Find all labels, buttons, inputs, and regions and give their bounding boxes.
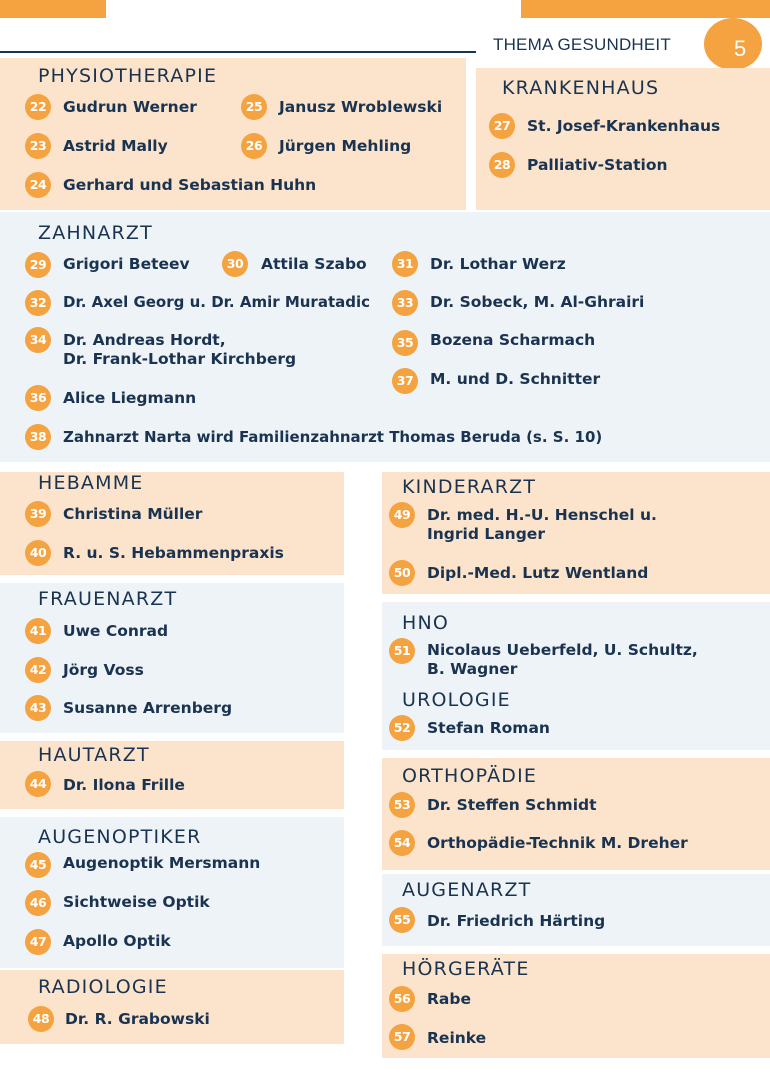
entry-name: Uwe Conrad xyxy=(63,622,169,640)
entry-name: Stefan Roman xyxy=(427,719,550,737)
entry-number: 27 xyxy=(489,113,515,139)
section-heading: AUGENOPTIKER xyxy=(38,826,202,848)
entry-number: 25 xyxy=(241,94,267,120)
entry-name: Dr. Axel Georg u. Dr. Amir Muratadic xyxy=(63,293,371,311)
entry-number: 28 xyxy=(489,152,515,178)
section-krankenhaus xyxy=(476,68,770,210)
entry-name-line2: Ingrid Langer xyxy=(427,525,545,543)
section-heading: KRANKENHAUS xyxy=(502,77,660,99)
section-hebamme xyxy=(0,472,344,575)
entry-number: 24 xyxy=(25,172,51,198)
section-frauenarzt xyxy=(0,583,344,733)
entry-number: 52 xyxy=(389,715,415,741)
section-hno-urologie xyxy=(382,602,770,750)
entry-number: 56 xyxy=(389,986,415,1012)
entry-name: Nicolaus Ueberfeld, U. Schultz, xyxy=(427,641,698,659)
entry-name: Gudrun Werner xyxy=(63,98,197,116)
entry-name-line2: B. Wagner xyxy=(427,660,518,678)
header-rule xyxy=(0,51,476,53)
section-heading: HÖRGERÄTE xyxy=(402,958,530,980)
section-title: THEMA GESUNDHEIT xyxy=(493,35,671,54)
section-heading: ZAHNARZT xyxy=(38,222,153,244)
entry-number: 41 xyxy=(25,618,51,644)
top-left-accent-bar xyxy=(0,0,106,18)
page-number-badge xyxy=(704,18,762,70)
entry-number: 23 xyxy=(25,133,51,159)
entry-number: 38 xyxy=(25,424,51,450)
entry-name: Alice Liegmann xyxy=(63,389,197,407)
entry-number: 30 xyxy=(222,251,248,277)
entry-number: 39 xyxy=(25,501,51,527)
entry-number: 51 xyxy=(389,638,415,664)
section-augenarzt xyxy=(382,874,770,946)
entry-name: Janusz Wroblewski xyxy=(279,98,443,116)
top-right-accent-bar xyxy=(521,0,770,18)
entry-name: Apollo Optik xyxy=(63,932,171,950)
section-augenoptiker xyxy=(0,817,344,968)
entry-number: 37 xyxy=(392,368,418,394)
section-heading: ORTHOPÄDIE xyxy=(402,765,538,787)
entry-number: 40 xyxy=(25,540,51,566)
entry-name: Rabe xyxy=(427,990,472,1008)
entry-name: Bozena Scharmach xyxy=(430,331,596,349)
entry-number: 43 xyxy=(25,695,51,721)
entry-number: 36 xyxy=(25,385,51,411)
page-number: 5 xyxy=(734,36,747,61)
entry-name: Astrid Mally xyxy=(63,137,168,155)
entry-number: 44 xyxy=(25,771,51,797)
entry-number: 34 xyxy=(25,327,51,353)
entry-name: Christina Müller xyxy=(63,505,203,523)
entry-number: 45 xyxy=(25,852,51,878)
section-heading: PHYSIOTHERAPIE xyxy=(38,65,218,87)
section-heading: HNO xyxy=(402,612,450,634)
section-heading: HAUTARZT xyxy=(38,744,150,766)
entry-name: St. Josef-Krankenhaus xyxy=(527,117,721,135)
entry-number: 53 xyxy=(389,792,415,818)
section-heading: AUGENARZT xyxy=(402,879,532,901)
section-zahnarzt xyxy=(0,212,770,462)
entry-name: Dr. med. H.-U. Henschel u. xyxy=(427,506,657,524)
entry-name: Jörg Voss xyxy=(63,661,144,679)
entry-number: 57 xyxy=(389,1024,415,1050)
section-heading: FRAUENARZT xyxy=(38,588,178,610)
entry-number: 33 xyxy=(392,290,418,316)
entry-name: Dipl.-Med. Lutz Wentland xyxy=(427,564,649,582)
entry-name: Dr. Ilona Frille xyxy=(63,776,185,794)
entry-number: 48 xyxy=(28,1006,54,1032)
section-kinderarzt xyxy=(382,472,770,594)
entry-name: Dr. Sobeck, M. Al-Ghrairi xyxy=(430,293,645,311)
entry-name: Augenoptik Mersmann xyxy=(63,854,261,872)
section-hautarzt xyxy=(0,741,344,809)
entry-number: 49 xyxy=(389,502,415,528)
entry-number: 29 xyxy=(25,252,51,278)
entry-number: 47 xyxy=(25,929,51,955)
entry-name: Orthopädie-Technik M. Dreher xyxy=(427,834,688,852)
entry-number: 46 xyxy=(25,890,51,916)
entry-name: Susanne Arrenberg xyxy=(63,699,233,717)
section-radiologie xyxy=(0,970,344,1044)
entry-name: Dr. Andreas Hordt, xyxy=(63,331,226,349)
entry-number: 26 xyxy=(241,133,267,159)
entry-name: Attila Szabo xyxy=(261,255,367,273)
section-heading: RADIOLOGIE xyxy=(38,976,168,998)
entry-name: Jürgen Mehling xyxy=(279,137,412,155)
entry-name: Gerhard und Sebastian Huhn xyxy=(63,176,317,194)
entry-number: 22 xyxy=(25,94,51,120)
entry-number: 31 xyxy=(392,251,418,277)
entry-name: Dr. R. Grabowski xyxy=(65,1010,210,1028)
entry-name: Zahnarzt Narta wird Familienzahnarzt Thomas Beruda (s. S. 10) xyxy=(63,428,603,446)
entry-number: 42 xyxy=(25,657,51,683)
entry-name: Palliativ-Station xyxy=(527,156,668,174)
section-heading: HEBAMME xyxy=(38,472,144,494)
section-heading: KINDERARZT xyxy=(402,476,537,498)
entry-name-line2: Dr. Frank-Lothar Kirchberg xyxy=(63,350,297,368)
section-heading: UROLOGIE xyxy=(402,689,511,711)
section-hoergeraete xyxy=(382,954,770,1058)
entry-number: 32 xyxy=(25,290,51,316)
entry-name: Dr. Steffen Schmidt xyxy=(427,796,597,814)
entry-name: Reinke xyxy=(427,1029,487,1047)
entry-name: R. u. S. Hebammenpraxis xyxy=(63,544,284,562)
entry-name: Dr. Lothar Werz xyxy=(430,255,566,273)
entry-number: 35 xyxy=(392,330,418,356)
section-physiotherapie xyxy=(0,58,466,210)
entry-name: M. und D. Schnitter xyxy=(430,370,601,388)
entry-number: 54 xyxy=(389,830,415,856)
entry-number: 55 xyxy=(389,907,415,933)
entry-name: Grigori Beteev xyxy=(63,255,190,273)
entry-name: Dr. Friedrich Härting xyxy=(427,912,606,930)
entry-number: 50 xyxy=(389,560,415,586)
section-orthopaedie xyxy=(382,758,770,870)
entry-name: Sichtweise Optik xyxy=(63,893,210,911)
